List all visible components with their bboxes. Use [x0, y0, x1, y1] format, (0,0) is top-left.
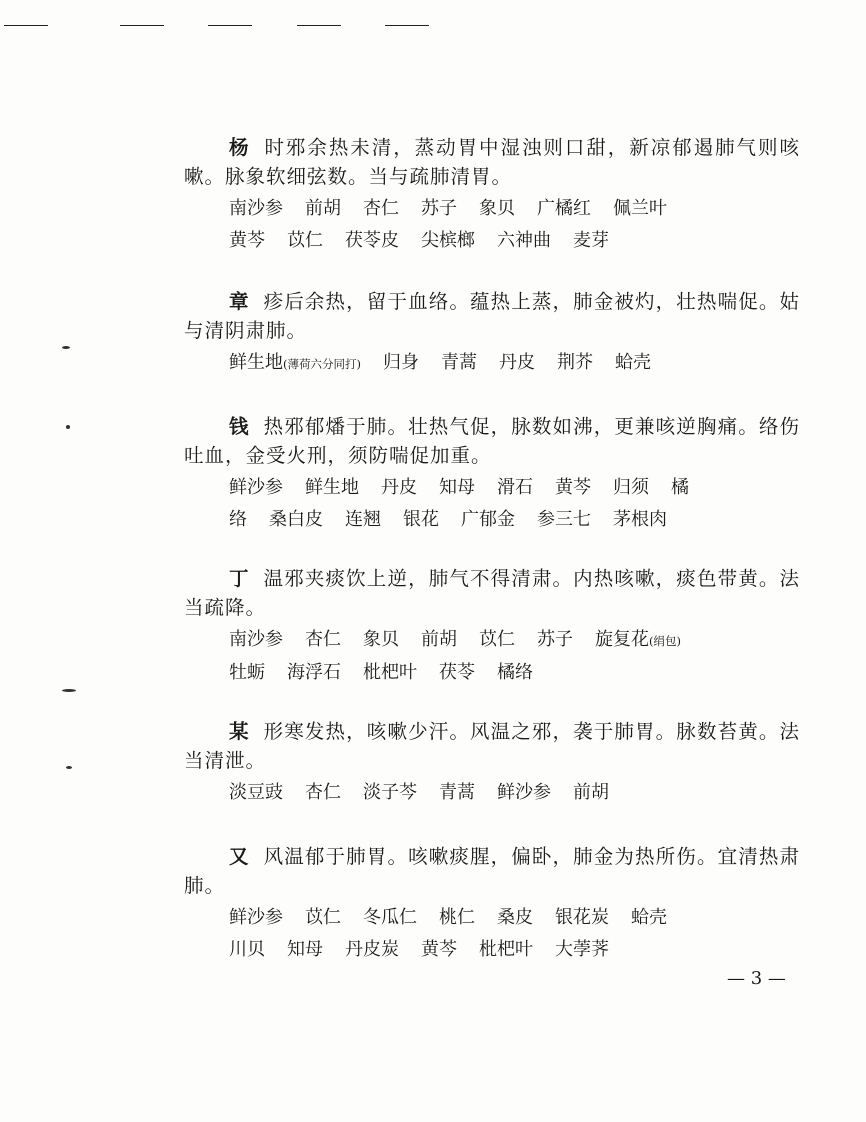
- prescription-line: [229, 777, 800, 809]
- case-description: [184, 717, 800, 775]
- herb: 前胡: [573, 782, 609, 803]
- case-name: 钱: [229, 415, 250, 438]
- herb: 苏子: [421, 198, 457, 219]
- prescription-line: [229, 225, 800, 257]
- herb: 南沙参: [229, 629, 283, 650]
- herb: 蛤壳: [614, 352, 651, 373]
- herb: 知母: [287, 939, 323, 960]
- herb: 蛤壳: [631, 907, 667, 928]
- herb: 海浮石: [287, 662, 341, 683]
- herb: 冬瓜仁: [363, 907, 417, 928]
- herb: 前胡: [305, 198, 341, 219]
- prescription: [229, 347, 800, 380]
- case-entry: [184, 287, 800, 380]
- herb: 青蒿: [440, 352, 477, 373]
- herb: 鲜生地(薄荷六分同打): [229, 352, 361, 373]
- case-entry: [184, 564, 800, 689]
- case-name: 某: [229, 720, 250, 743]
- herb: 黄芩: [229, 230, 265, 251]
- scan-speck: [62, 346, 70, 349]
- case-description: [184, 842, 800, 900]
- herb: 尖槟榔: [421, 230, 475, 251]
- herb: 苡仁: [287, 230, 323, 251]
- prescription-line: [229, 472, 800, 504]
- herb: 茯苓: [439, 662, 475, 683]
- herb: 鲜沙参: [497, 782, 551, 803]
- herb: 黄芩: [555, 477, 591, 498]
- herb: 麦芽: [573, 230, 609, 251]
- herb: 苡仁: [479, 629, 515, 650]
- herb: 杏仁: [305, 782, 341, 803]
- herb: 六神曲: [497, 230, 551, 251]
- herb: 枇杷叶: [363, 662, 417, 683]
- herb: 黄芩: [421, 939, 457, 960]
- herb: 大荸荠: [555, 939, 609, 960]
- herb: 象贝: [363, 629, 399, 650]
- herb: 参三七: [537, 509, 591, 530]
- herb: 鲜沙参: [229, 907, 283, 928]
- herb: 鲜生地: [305, 477, 359, 498]
- prescription: [229, 902, 800, 966]
- herb: 丹皮炭: [345, 939, 399, 960]
- herb-note: (绢包): [649, 634, 681, 648]
- scan-speck: [62, 689, 76, 692]
- header-rule: [208, 25, 252, 26]
- case-name: 丁: [229, 567, 250, 590]
- herb: 知母: [439, 477, 475, 498]
- herb: 前胡: [421, 629, 457, 650]
- case-name: 又: [229, 845, 250, 868]
- case-text: 形寒发热，咳嗽少汗。风温之邪，袭于肺胃。脉数苔黄。法当清泄。: [184, 720, 800, 772]
- herb: 象贝: [479, 198, 515, 219]
- scan-speck: [66, 425, 70, 429]
- herb: 淡豆豉: [229, 782, 283, 803]
- prescription-line: [229, 624, 800, 657]
- case-text: 温邪夹痰饮上逆，肺气不得清肃。内热咳嗽，痰色带黄。法当疏降。: [184, 567, 800, 619]
- case-entry: [184, 842, 800, 966]
- herb: 归身: [382, 352, 419, 373]
- herb: 广郁金: [461, 509, 515, 530]
- case-description: [184, 133, 800, 191]
- herb: 滑石: [497, 477, 533, 498]
- herb: 茅根肉: [613, 509, 667, 530]
- herb: 丹皮: [498, 352, 535, 373]
- case-description: [184, 287, 800, 345]
- prescription-line: [229, 934, 800, 966]
- prescription: [229, 777, 800, 809]
- herb: 鲜沙参: [229, 477, 283, 498]
- herb: 桑皮: [497, 907, 533, 928]
- header-rule: [120, 25, 164, 26]
- herb: 川贝: [229, 939, 265, 960]
- herb: 青蒿: [439, 782, 475, 803]
- prescription: [229, 193, 800, 257]
- herb: 银花: [403, 509, 439, 530]
- herb: 荆芥: [556, 352, 593, 373]
- herb: 南沙参: [229, 198, 283, 219]
- case-entry: [184, 412, 800, 536]
- prescription-line: [229, 504, 800, 536]
- case-text: 热邪郁燔于肺。壮热气促，脉数如沸，更兼咳逆胸痛。络伤吐血，金受火刑，须防喘促加重。: [184, 415, 800, 467]
- herb: 杏仁: [363, 198, 399, 219]
- case-name: 章: [229, 290, 250, 313]
- case-text: 风温郁于肺胃。咳嗽痰腥，偏卧，肺金为热所伤。宜清热肃肺。: [184, 845, 800, 897]
- prescription-line: [229, 347, 800, 380]
- case-description: [184, 412, 800, 470]
- case-text: 时邪余热未清，蒸动胃中湿浊则口甜，新凉郁遏肺气则咳嗽。脉象软细弦数。当与疏肺清胃。: [184, 136, 800, 188]
- herb: 佩兰叶: [613, 198, 667, 219]
- header-rule: [4, 25, 48, 26]
- header-rule: [385, 25, 429, 26]
- header-rule: [297, 25, 341, 26]
- herb: 广橘红: [537, 198, 591, 219]
- herb: 银花炭: [555, 907, 609, 928]
- herb: 苏子: [537, 629, 573, 650]
- herb: 橘: [671, 477, 689, 498]
- herb: 桑白皮: [269, 509, 323, 530]
- case-entry: [184, 717, 800, 809]
- herb: 丹皮: [381, 477, 417, 498]
- herb-note: (薄荷六分同打): [283, 357, 361, 371]
- prescription-line: [229, 902, 800, 934]
- scan-speck: [66, 766, 72, 769]
- herb: 牡蛎: [229, 662, 265, 683]
- case-description: [184, 564, 800, 622]
- case-text: 疹后余热，留于血络。蕴热上蒸，肺金被灼，壮热喘促。姑与清阴肃肺。: [184, 290, 800, 342]
- herb: 桃仁: [439, 907, 475, 928]
- prescription-line: [229, 193, 800, 225]
- case-entry: [184, 133, 800, 257]
- herb: 茯苓皮: [345, 230, 399, 251]
- herb: 橘络: [497, 662, 533, 683]
- herb: 连翘: [345, 509, 381, 530]
- herb: 归须: [613, 477, 649, 498]
- page-number: — 3 —: [727, 968, 786, 989]
- herb: 淡子芩: [363, 782, 417, 803]
- case-name: 杨: [229, 136, 251, 159]
- herb: 枇杷叶: [479, 939, 533, 960]
- prescription: [229, 624, 800, 689]
- herb: 杏仁: [305, 629, 341, 650]
- prescription-line: [229, 657, 800, 689]
- herb: 络: [229, 509, 247, 530]
- prescription: [229, 472, 800, 536]
- herb: 苡仁: [305, 907, 341, 928]
- herb: 旋复花(绢包): [595, 629, 681, 650]
